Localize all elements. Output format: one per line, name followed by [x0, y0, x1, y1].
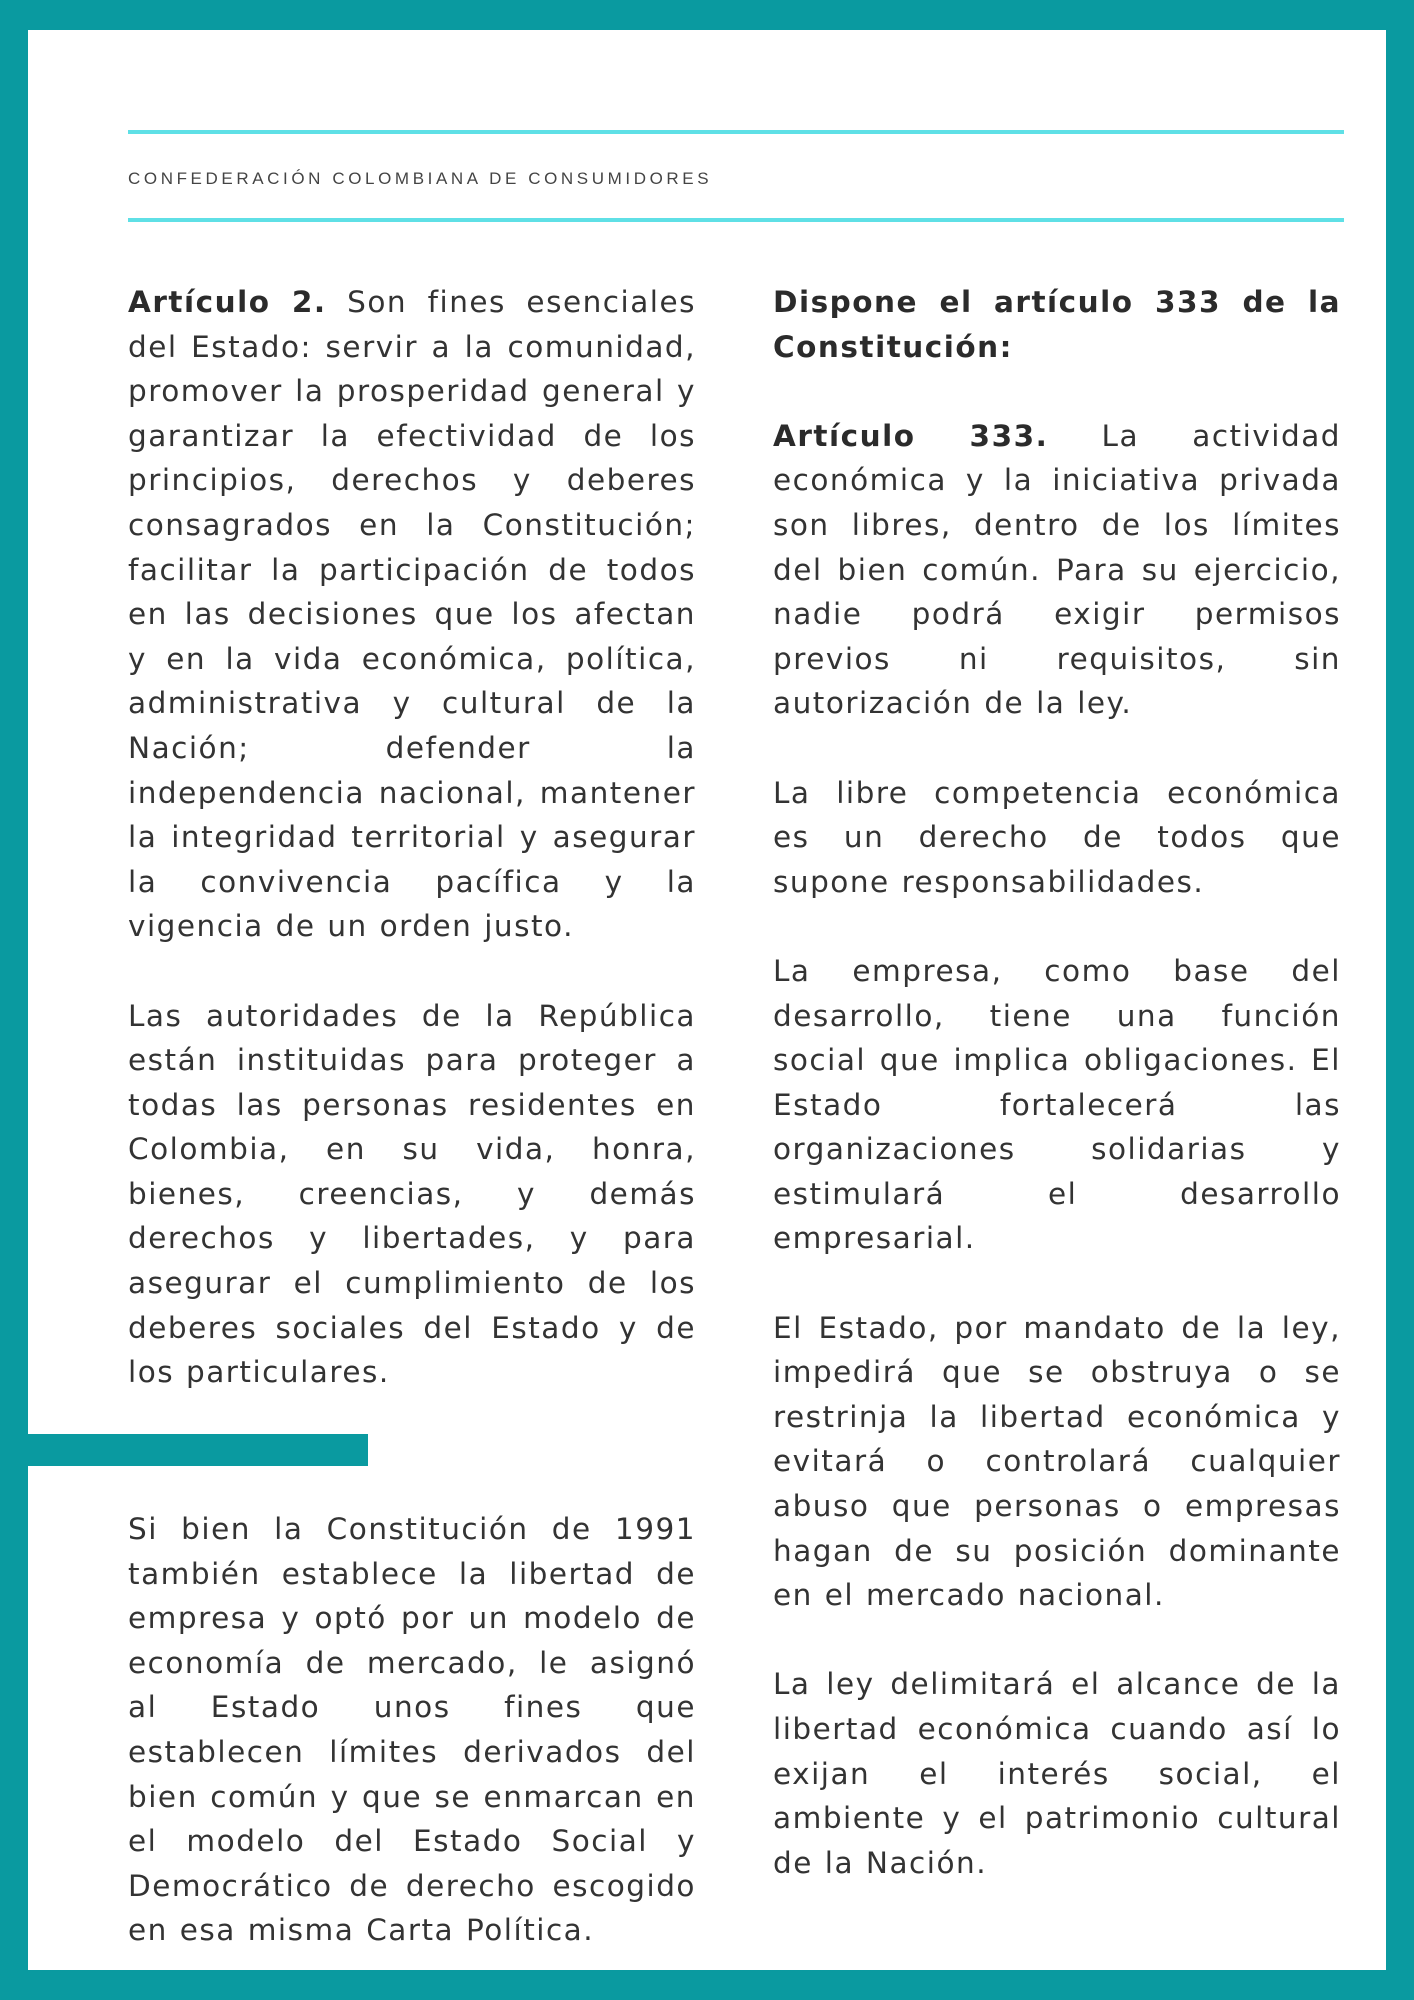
right-column: [773, 280, 1341, 1885]
left-column: [128, 280, 696, 1395]
section-divider-bar: [28, 1434, 368, 1466]
article-2-paragraph: [128, 280, 696, 949]
article-2-paragraph-2: Las autoridades de la República están instituidas para proteger a todas las personas residentes en Colombia, en su vida, honra, bienes, creencias, y demás derechos y libertades, y para asegurar el cumplimiento de los deberes sociales del Estado y de los particulares.: [128, 998, 696, 1390]
article-333-paragraph-4: El Estado, por mandato de la ley, impedirá que se obstruya o se restrinja la libertad económica y evitará o controlará cualquier abuso que personas o empresas hagan de su posición dominante en el mercado nacional.: [773, 1310, 1341, 1613]
organization-header: CONFEDERACIÓN COLOMBIANA DE CONSUMIDORES: [128, 169, 713, 188]
commentary-paragraph: Si bien la Constitución de 1991 también establece la libertad de empresa y optó por un modelo de economía de mercado, le asignó al Estado unos fines que establecen límites derivados del bien común y que se enmarcan en el modelo del Estado Social y Democrático de derecho escogido en esa misma Carta Política.: [128, 1512, 696, 1948]
document-page: [28, 30, 1386, 1970]
article-2-lead: Artículo 2.: [128, 285, 327, 319]
header-rule-bottom: [128, 218, 1344, 222]
article-333-paragraph-2: La libre competencia económica es un derecho de todos que supone responsabilidades.: [773, 775, 1341, 899]
article-333-paragraph: [773, 414, 1341, 726]
article-333-paragraph-3: La empresa, como base del desarrollo, tiene una función social que implica obligaciones. El Estado fortalecerá las organizaciones solidarias y estimulará el desarrollo empresarial.: [773, 953, 1341, 1256]
left-column-commentary: [128, 1507, 696, 1953]
article-2-text: Son fines esenciales del Estado: servir a la comunidad, promover la prosperidad general y garantizar la efectividad de los principios, derechos y deberes consagrados en la Constitución; facilitar la participación de todos en las decisiones que los afectan y en la vida económica, política, administrativa y cultural de la Nación; defender la independencia nacional, mantener la integridad territorial y asegurar la convivencia pacífica y la vigencia de un orden justo.: [128, 285, 696, 944]
header-rule-top: [128, 130, 1344, 134]
article-333-text: La actividad económica y la iniciativa privada son libres, dentro de los límites del bien común. Para su ejercicio, nadie podrá exigir permisos previos ni requisitos, sin autorización de la ley.: [773, 418, 1341, 721]
article-333-paragraph-5: La ley delimitará el alcance de la libertad económica cuando así lo exijan el interés social, el ambiente y el patrimonio cultural de la Nación.: [773, 1667, 1341, 1880]
article-333-intro: Dispone el artículo 333 de la Constitución:: [773, 285, 1341, 364]
article-333-lead: Artículo 333.: [773, 418, 1049, 453]
